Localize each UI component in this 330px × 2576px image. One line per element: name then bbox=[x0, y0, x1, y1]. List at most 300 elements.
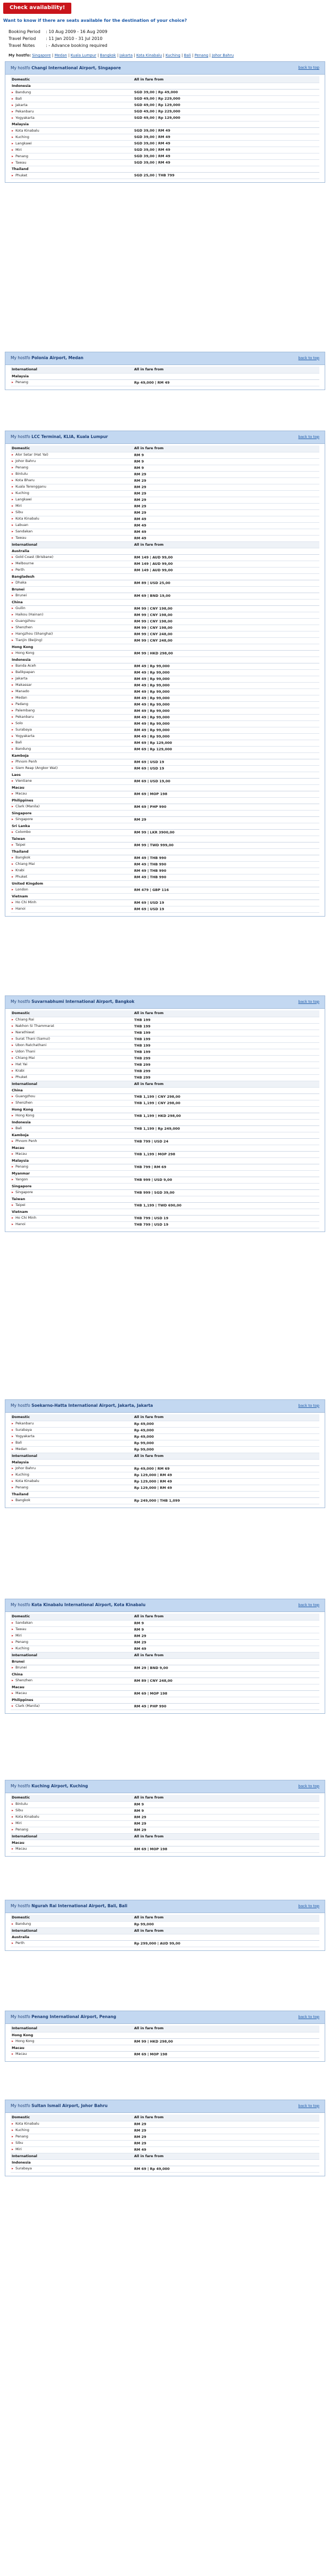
destination-cell[interactable] bbox=[11, 1427, 133, 1433]
destination-row[interactable] bbox=[11, 1049, 319, 1055]
destination-row[interactable] bbox=[11, 554, 319, 561]
destination-row[interactable] bbox=[11, 701, 319, 708]
destination-name[interactable]: Guangzhou bbox=[15, 619, 36, 623]
destination-row[interactable] bbox=[11, 1433, 319, 1440]
hub-link[interactable]: Penang bbox=[194, 53, 209, 58]
destination-row[interactable] bbox=[11, 868, 319, 874]
destination-row[interactable] bbox=[11, 1620, 319, 1626]
destination-row[interactable] bbox=[11, 727, 319, 733]
destination-row[interactable] bbox=[11, 127, 319, 134]
destination-cell[interactable] bbox=[11, 637, 133, 644]
destination-cell[interactable] bbox=[11, 1138, 133, 1145]
destination-row[interactable] bbox=[11, 1074, 319, 1081]
destination-name[interactable]: Miri bbox=[15, 1633, 22, 1638]
destination-cell[interactable] bbox=[11, 663, 133, 669]
destination-cell[interactable] bbox=[11, 1703, 133, 1710]
check-availability-button[interactable]: Check availability! bbox=[3, 3, 71, 14]
destination-row[interactable] bbox=[11, 535, 319, 541]
destination-row[interactable] bbox=[11, 2121, 319, 2127]
destination-name[interactable]: Krabi bbox=[15, 1068, 24, 1073]
destination-name[interactable]: Melbourne bbox=[15, 561, 34, 566]
destination-name[interactable]: London bbox=[15, 887, 28, 892]
destination-cell[interactable] bbox=[11, 108, 133, 115]
destination-row[interactable] bbox=[11, 1062, 319, 1068]
destination-row[interactable] bbox=[11, 159, 319, 166]
destination-row[interactable] bbox=[11, 1646, 319, 1652]
destination-name[interactable]: Kota Kinabalu bbox=[15, 516, 39, 521]
destination-row[interactable] bbox=[11, 676, 319, 682]
destination-name[interactable]: Alor Setar (Hat Yai) bbox=[15, 452, 48, 457]
destination-cell[interactable] bbox=[11, 153, 133, 159]
destination-row[interactable] bbox=[11, 1478, 319, 1485]
destination-name[interactable]: Ho Chi Minh bbox=[15, 1216, 37, 1220]
destination-name[interactable]: Pekanbaru bbox=[15, 109, 34, 114]
destination-cell[interactable] bbox=[11, 2140, 133, 2146]
back-to-top-link[interactable]: back to top bbox=[298, 2103, 319, 2108]
destination-row[interactable] bbox=[11, 778, 319, 784]
destination-name[interactable]: Penang bbox=[15, 1485, 29, 1490]
destination-name[interactable]: Macau bbox=[15, 1691, 27, 1696]
destination-row[interactable] bbox=[11, 625, 319, 631]
destination-cell[interactable] bbox=[11, 140, 133, 147]
destination-cell[interactable] bbox=[11, 529, 133, 535]
destination-cell[interactable] bbox=[11, 484, 133, 490]
destination-cell[interactable] bbox=[11, 1433, 133, 1440]
destination-cell[interactable] bbox=[11, 2134, 133, 2140]
destination-name[interactable]: Surat Thani (Samui) bbox=[15, 1036, 51, 1041]
destination-row[interactable] bbox=[11, 1801, 319, 1808]
destination-cell[interactable] bbox=[11, 465, 133, 471]
destination-name[interactable]: Bandung bbox=[15, 90, 31, 94]
destination-row[interactable] bbox=[11, 861, 319, 868]
destination-name[interactable]: Macau bbox=[15, 1152, 27, 1156]
destination-row[interactable] bbox=[11, 1808, 319, 1814]
destination-name[interactable]: Penang bbox=[15, 153, 29, 158]
destination-name[interactable]: Pekanbaru bbox=[15, 1421, 34, 1426]
destination-row[interactable] bbox=[11, 804, 319, 810]
destination-cell[interactable] bbox=[11, 379, 133, 386]
hub-link[interactable]: Kota Kinabalu bbox=[136, 53, 162, 58]
destination-row[interactable] bbox=[11, 1030, 319, 1036]
destination-cell[interactable] bbox=[11, 497, 133, 503]
destination-name[interactable]: Vientiane bbox=[15, 779, 32, 783]
destination-name[interactable]: Jakarta bbox=[15, 102, 28, 107]
destination-row[interactable] bbox=[11, 529, 319, 535]
destination-cell[interactable] bbox=[11, 1055, 133, 1062]
destination-name[interactable]: Clark (Manila) bbox=[15, 804, 40, 809]
destination-row[interactable] bbox=[11, 1690, 319, 1697]
hub-link[interactable]: Kuala Lumpur bbox=[70, 53, 96, 58]
destination-name[interactable]: Penang bbox=[15, 1827, 29, 1832]
destination-cell[interactable] bbox=[11, 458, 133, 465]
destination-cell[interactable] bbox=[11, 95, 133, 102]
destination-cell[interactable] bbox=[11, 746, 133, 752]
destination-row[interactable] bbox=[11, 740, 319, 746]
destination-cell[interactable] bbox=[11, 147, 133, 153]
destination-row[interactable] bbox=[11, 688, 319, 695]
destination-row[interactable] bbox=[11, 1023, 319, 1030]
destination-name[interactable]: Hong Kong bbox=[15, 2039, 35, 2044]
destination-name[interactable]: Shenzhen bbox=[15, 625, 33, 630]
destination-cell[interactable] bbox=[11, 1497, 133, 1504]
destination-row[interactable] bbox=[11, 663, 319, 669]
destination-cell[interactable] bbox=[11, 1485, 133, 1491]
destination-row[interactable] bbox=[11, 2134, 319, 2140]
destination-name[interactable]: Sibu bbox=[15, 1808, 23, 1813]
destination-name[interactable]: Banda Aceh bbox=[15, 663, 36, 668]
destination-row[interactable] bbox=[11, 1017, 319, 1023]
destination-row[interactable] bbox=[11, 816, 319, 823]
destination-row[interactable] bbox=[11, 503, 319, 509]
destination-row[interactable] bbox=[11, 900, 319, 906]
destination-name[interactable]: Langkawi bbox=[15, 497, 32, 502]
destination-row[interactable] bbox=[11, 1055, 319, 1062]
destination-name[interactable]: Medan bbox=[15, 695, 27, 700]
destination-name[interactable]: Guilin bbox=[15, 606, 26, 611]
destination-row[interactable] bbox=[11, 1639, 319, 1646]
destination-name[interactable]: Bali bbox=[15, 740, 22, 745]
destination-row[interactable] bbox=[11, 1427, 319, 1433]
destination-name[interactable]: Gold Coast (Brisbane) bbox=[15, 555, 54, 560]
destination-name[interactable]: Pekanbaru bbox=[15, 715, 34, 719]
destination-row[interactable] bbox=[11, 102, 319, 108]
destination-row[interactable] bbox=[11, 147, 319, 153]
destination-row[interactable] bbox=[11, 1633, 319, 1639]
destination-cell[interactable] bbox=[11, 733, 133, 740]
destination-row[interactable] bbox=[11, 1940, 319, 1947]
destination-cell[interactable] bbox=[11, 567, 133, 573]
destination-cell[interactable] bbox=[11, 535, 133, 541]
back-to-top-link[interactable]: back to top bbox=[298, 1903, 319, 1908]
destination-row[interactable] bbox=[11, 887, 319, 893]
destination-cell[interactable] bbox=[11, 682, 133, 688]
destination-row[interactable] bbox=[11, 1921, 319, 1927]
hub-link[interactable]: Medan bbox=[54, 53, 67, 58]
destination-cell[interactable] bbox=[11, 1478, 133, 1485]
destination-cell[interactable] bbox=[11, 1125, 133, 1132]
destination-cell[interactable] bbox=[11, 829, 133, 836]
destination-name[interactable]: Tawau bbox=[15, 160, 27, 165]
destination-name[interactable]: Kuching bbox=[15, 134, 29, 139]
destination-row[interactable] bbox=[11, 153, 319, 159]
destination-row[interactable] bbox=[11, 1093, 319, 1100]
destination-cell[interactable] bbox=[11, 631, 133, 637]
destination-cell[interactable] bbox=[11, 2121, 133, 2127]
destination-name[interactable]: Penang bbox=[15, 2134, 29, 2139]
destination-row[interactable] bbox=[11, 612, 319, 618]
destination-name[interactable]: Guangzhou bbox=[15, 1094, 36, 1099]
destination-name[interactable]: Clark (Manila) bbox=[15, 1704, 40, 1708]
destination-name[interactable]: Labuan bbox=[15, 523, 28, 528]
destination-name[interactable]: Penang bbox=[15, 1640, 29, 1645]
hub-link[interactable]: Jakarta bbox=[119, 53, 133, 58]
destination-name[interactable]: Surabaya bbox=[15, 2166, 32, 2171]
destination-name[interactable]: Chiang Mai bbox=[15, 1056, 35, 1060]
destination-cell[interactable] bbox=[11, 2146, 133, 2153]
destination-cell[interactable] bbox=[11, 778, 133, 784]
destination-cell[interactable] bbox=[11, 1049, 133, 1055]
destination-cell[interactable] bbox=[11, 1068, 133, 1074]
destination-cell[interactable] bbox=[11, 1093, 133, 1100]
destination-cell[interactable] bbox=[11, 887, 133, 893]
destination-row[interactable] bbox=[11, 465, 319, 471]
destination-name[interactable]: Palembang bbox=[15, 708, 35, 713]
destination-cell[interactable] bbox=[11, 720, 133, 727]
destination-name[interactable]: Colombo bbox=[15, 830, 31, 835]
destination-row[interactable] bbox=[11, 720, 319, 727]
destination-row[interactable] bbox=[11, 1703, 319, 1710]
destination-row[interactable] bbox=[11, 1485, 319, 1491]
destination-name[interactable]: Solo bbox=[15, 721, 23, 726]
destination-cell[interactable] bbox=[11, 503, 133, 509]
hub-link[interactable]: Bangkok bbox=[100, 53, 116, 58]
destination-row[interactable] bbox=[11, 1113, 319, 1119]
destination-row[interactable] bbox=[11, 1626, 319, 1633]
hub-link[interactable]: Johor Bahru bbox=[212, 53, 234, 58]
destination-row[interactable] bbox=[11, 733, 319, 740]
destination-name[interactable]: Chiang Mai bbox=[15, 862, 35, 866]
destination-cell[interactable] bbox=[11, 580, 133, 586]
destination-name[interactable]: Kota Kinabalu bbox=[15, 2121, 39, 2126]
destination-cell[interactable] bbox=[11, 490, 133, 497]
destination-name[interactable]: Kuching bbox=[15, 491, 29, 496]
destination-name[interactable]: Phuket bbox=[15, 874, 28, 879]
destination-name[interactable]: Padang bbox=[15, 702, 28, 707]
destination-cell[interactable] bbox=[11, 1036, 133, 1042]
back-to-top-link[interactable]: back to top bbox=[298, 2014, 319, 2019]
destination-cell[interactable] bbox=[11, 1189, 133, 1196]
destination-name[interactable]: Sandakan bbox=[15, 1621, 33, 1625]
destination-row[interactable] bbox=[11, 855, 319, 861]
destination-row[interactable] bbox=[11, 1446, 319, 1453]
destination-row[interactable] bbox=[11, 2127, 319, 2134]
destination-row[interactable] bbox=[11, 746, 319, 752]
destination-cell[interactable] bbox=[11, 1827, 133, 1833]
destination-name[interactable]: Phnom Penh bbox=[15, 759, 37, 764]
destination-name[interactable]: Miri bbox=[15, 2147, 22, 2152]
hub-link[interactable]: Singapore bbox=[32, 53, 51, 58]
destination-cell[interactable] bbox=[11, 791, 133, 797]
destination-row[interactable] bbox=[11, 682, 319, 688]
back-to-top-link[interactable]: back to top bbox=[298, 1784, 319, 1788]
destination-cell[interactable] bbox=[11, 2127, 133, 2134]
destination-row[interactable] bbox=[11, 522, 319, 529]
destination-cell[interactable] bbox=[11, 1639, 133, 1646]
destination-cell[interactable] bbox=[11, 1620, 133, 1626]
destination-row[interactable] bbox=[11, 1202, 319, 1209]
destination-name[interactable]: Surabaya bbox=[15, 1428, 32, 1432]
destination-cell[interactable] bbox=[11, 669, 133, 676]
destination-cell[interactable] bbox=[11, 1164, 133, 1170]
destination-row[interactable] bbox=[11, 842, 319, 848]
destination-name[interactable]: Macau bbox=[15, 1846, 27, 1851]
destination-row[interactable] bbox=[11, 1665, 319, 1671]
destination-name[interactable]: Kuching bbox=[15, 1472, 29, 1477]
destination-name[interactable]: Sibu bbox=[15, 2141, 23, 2145]
destination-cell[interactable] bbox=[11, 612, 133, 618]
destination-name[interactable]: Phuket bbox=[15, 1075, 28, 1080]
destination-row[interactable] bbox=[11, 497, 319, 503]
destination-cell[interactable] bbox=[11, 695, 133, 701]
destination-name[interactable]: Sandakan bbox=[15, 529, 33, 534]
destination-name[interactable]: Siem Reap (Angkor Wat) bbox=[15, 766, 58, 771]
destination-row[interactable] bbox=[11, 1820, 319, 1827]
back-to-top-link[interactable]: back to top bbox=[298, 66, 319, 70]
destination-name[interactable]: Krabi bbox=[15, 868, 24, 873]
destination-cell[interactable] bbox=[11, 625, 133, 631]
destination-row[interactable] bbox=[11, 759, 319, 765]
destination-row[interactable] bbox=[11, 1125, 319, 1132]
destination-row[interactable] bbox=[11, 2038, 319, 2045]
destination-cell[interactable] bbox=[11, 874, 133, 880]
destination-row[interactable] bbox=[11, 115, 319, 121]
destination-cell[interactable] bbox=[11, 1465, 133, 1472]
destination-cell[interactable] bbox=[11, 1062, 133, 1068]
destination-name[interactable]: Perth bbox=[15, 568, 25, 572]
destination-name[interactable]: Phuket bbox=[15, 173, 28, 177]
destination-name[interactable]: Miri bbox=[15, 504, 22, 508]
destination-name[interactable]: Macau bbox=[15, 791, 27, 796]
destination-cell[interactable] bbox=[11, 1921, 133, 1927]
destination-cell[interactable] bbox=[11, 477, 133, 484]
destination-name[interactable]: Shenzhen bbox=[15, 1678, 33, 1683]
destination-cell[interactable] bbox=[11, 618, 133, 625]
destination-cell[interactable] bbox=[11, 127, 133, 134]
destination-name[interactable]: Johor Bahru bbox=[15, 459, 36, 464]
destination-name[interactable]: Brunei bbox=[15, 593, 27, 598]
destination-row[interactable] bbox=[11, 1177, 319, 1183]
destination-cell[interactable] bbox=[11, 1100, 133, 1106]
destination-cell[interactable] bbox=[11, 1446, 133, 1453]
destination-name[interactable]: Chiang Rai bbox=[15, 1017, 34, 1022]
destination-name[interactable]: Bali bbox=[15, 96, 22, 101]
destination-cell[interactable] bbox=[11, 1030, 133, 1036]
destination-cell[interactable] bbox=[11, 740, 133, 746]
destination-name[interactable]: Yogyakarta bbox=[15, 734, 35, 739]
destination-name[interactable]: Balikpapan bbox=[15, 670, 35, 675]
destination-row[interactable] bbox=[11, 829, 319, 836]
destination-cell[interactable] bbox=[11, 1633, 133, 1639]
destination-cell[interactable] bbox=[11, 1665, 133, 1671]
destination-name[interactable]: Surabaya bbox=[15, 727, 32, 732]
destination-row[interactable] bbox=[11, 89, 319, 95]
destination-cell[interactable] bbox=[11, 1690, 133, 1697]
destination-name[interactable]: Kuching bbox=[15, 1646, 29, 1651]
destination-name[interactable]: Yangon bbox=[15, 1177, 28, 1182]
destination-cell[interactable] bbox=[11, 516, 133, 522]
destination-row[interactable] bbox=[11, 618, 319, 625]
destination-name[interactable]: Yogyakarta bbox=[15, 1434, 35, 1439]
destination-cell[interactable] bbox=[11, 452, 133, 458]
destination-name[interactable]: Bali bbox=[15, 1126, 22, 1131]
destination-name[interactable]: Hong Kong bbox=[15, 1113, 35, 1118]
destination-name[interactable]: Bintulu bbox=[15, 1802, 28, 1807]
destination-name[interactable]: Kota Kinabalu bbox=[15, 1814, 39, 1819]
destination-name[interactable]: Hat Yai bbox=[15, 1062, 28, 1067]
destination-cell[interactable] bbox=[11, 1151, 133, 1157]
destination-name[interactable]: Penang bbox=[15, 465, 29, 470]
destination-cell[interactable] bbox=[11, 727, 133, 733]
destination-name[interactable]: Penang bbox=[15, 380, 29, 385]
destination-row[interactable] bbox=[11, 2140, 319, 2146]
destination-name[interactable]: Hangzhou (Shanghai) bbox=[15, 631, 53, 636]
destination-row[interactable] bbox=[11, 1678, 319, 1684]
destination-cell[interactable] bbox=[11, 650, 133, 657]
destination-cell[interactable] bbox=[11, 605, 133, 612]
destination-row[interactable] bbox=[11, 1151, 319, 1157]
back-to-top-link[interactable]: back to top bbox=[298, 1602, 319, 1607]
back-to-top-link[interactable]: back to top bbox=[298, 1403, 319, 1408]
destination-name[interactable]: Kuching bbox=[15, 2128, 29, 2133]
destination-cell[interactable] bbox=[11, 1221, 133, 1228]
destination-row[interactable] bbox=[11, 1465, 319, 1472]
destination-cell[interactable] bbox=[11, 1042, 133, 1049]
destination-row[interactable] bbox=[11, 1472, 319, 1478]
destination-name[interactable]: Miri bbox=[15, 147, 22, 152]
destination-cell[interactable] bbox=[11, 1820, 133, 1827]
destination-row[interactable] bbox=[11, 1814, 319, 1820]
destination-row[interactable] bbox=[11, 1042, 319, 1049]
destination-cell[interactable] bbox=[11, 1678, 133, 1684]
destination-row[interactable] bbox=[11, 1221, 319, 1228]
destination-cell[interactable] bbox=[11, 816, 133, 823]
destination-cell[interactable] bbox=[11, 701, 133, 708]
destination-row[interactable] bbox=[11, 379, 319, 386]
destination-row[interactable] bbox=[11, 708, 319, 714]
destination-cell[interactable] bbox=[11, 804, 133, 810]
destination-row[interactable] bbox=[11, 484, 319, 490]
destination-row[interactable] bbox=[11, 509, 319, 516]
destination-row[interactable] bbox=[11, 765, 319, 772]
destination-name[interactable]: Singapore bbox=[15, 817, 33, 822]
destination-cell[interactable] bbox=[11, 102, 133, 108]
destination-cell[interactable] bbox=[11, 861, 133, 868]
destination-cell[interactable] bbox=[11, 676, 133, 682]
destination-row[interactable] bbox=[11, 605, 319, 612]
destination-cell[interactable] bbox=[11, 1940, 133, 1947]
destination-row[interactable] bbox=[11, 95, 319, 102]
destination-cell[interactable] bbox=[11, 842, 133, 848]
destination-cell[interactable] bbox=[11, 900, 133, 906]
destination-cell[interactable] bbox=[11, 1421, 133, 1427]
destination-row[interactable] bbox=[11, 1497, 319, 1504]
destination-row[interactable] bbox=[11, 1440, 319, 1446]
destination-cell[interactable] bbox=[11, 1177, 133, 1183]
destination-cell[interactable] bbox=[11, 1440, 133, 1446]
destination-cell[interactable] bbox=[11, 759, 133, 765]
destination-row[interactable] bbox=[11, 140, 319, 147]
destination-name[interactable]: Hanoi bbox=[15, 906, 26, 911]
destination-cell[interactable] bbox=[11, 1808, 133, 1814]
destination-cell[interactable] bbox=[11, 2051, 133, 2057]
hub-link[interactable]: Kuching bbox=[166, 53, 180, 58]
destination-name[interactable]: Dhaka bbox=[15, 580, 27, 585]
destination-name[interactable]: Ubon Ratchathani bbox=[15, 1043, 47, 1048]
destination-cell[interactable] bbox=[11, 471, 133, 477]
destination-row[interactable] bbox=[11, 1421, 319, 1427]
destination-name[interactable]: Bintulu bbox=[15, 472, 28, 476]
destination-row[interactable] bbox=[11, 108, 319, 115]
destination-row[interactable] bbox=[11, 490, 319, 497]
destination-row[interactable] bbox=[11, 669, 319, 676]
destination-row[interactable] bbox=[11, 593, 319, 599]
destination-row[interactable] bbox=[11, 2146, 319, 2153]
destination-name[interactable]: Udon Thani bbox=[15, 1049, 36, 1054]
destination-row[interactable] bbox=[11, 1215, 319, 1221]
back-to-top-link[interactable]: back to top bbox=[298, 434, 319, 439]
destination-row[interactable] bbox=[11, 452, 319, 458]
destination-cell[interactable] bbox=[11, 1646, 133, 1652]
